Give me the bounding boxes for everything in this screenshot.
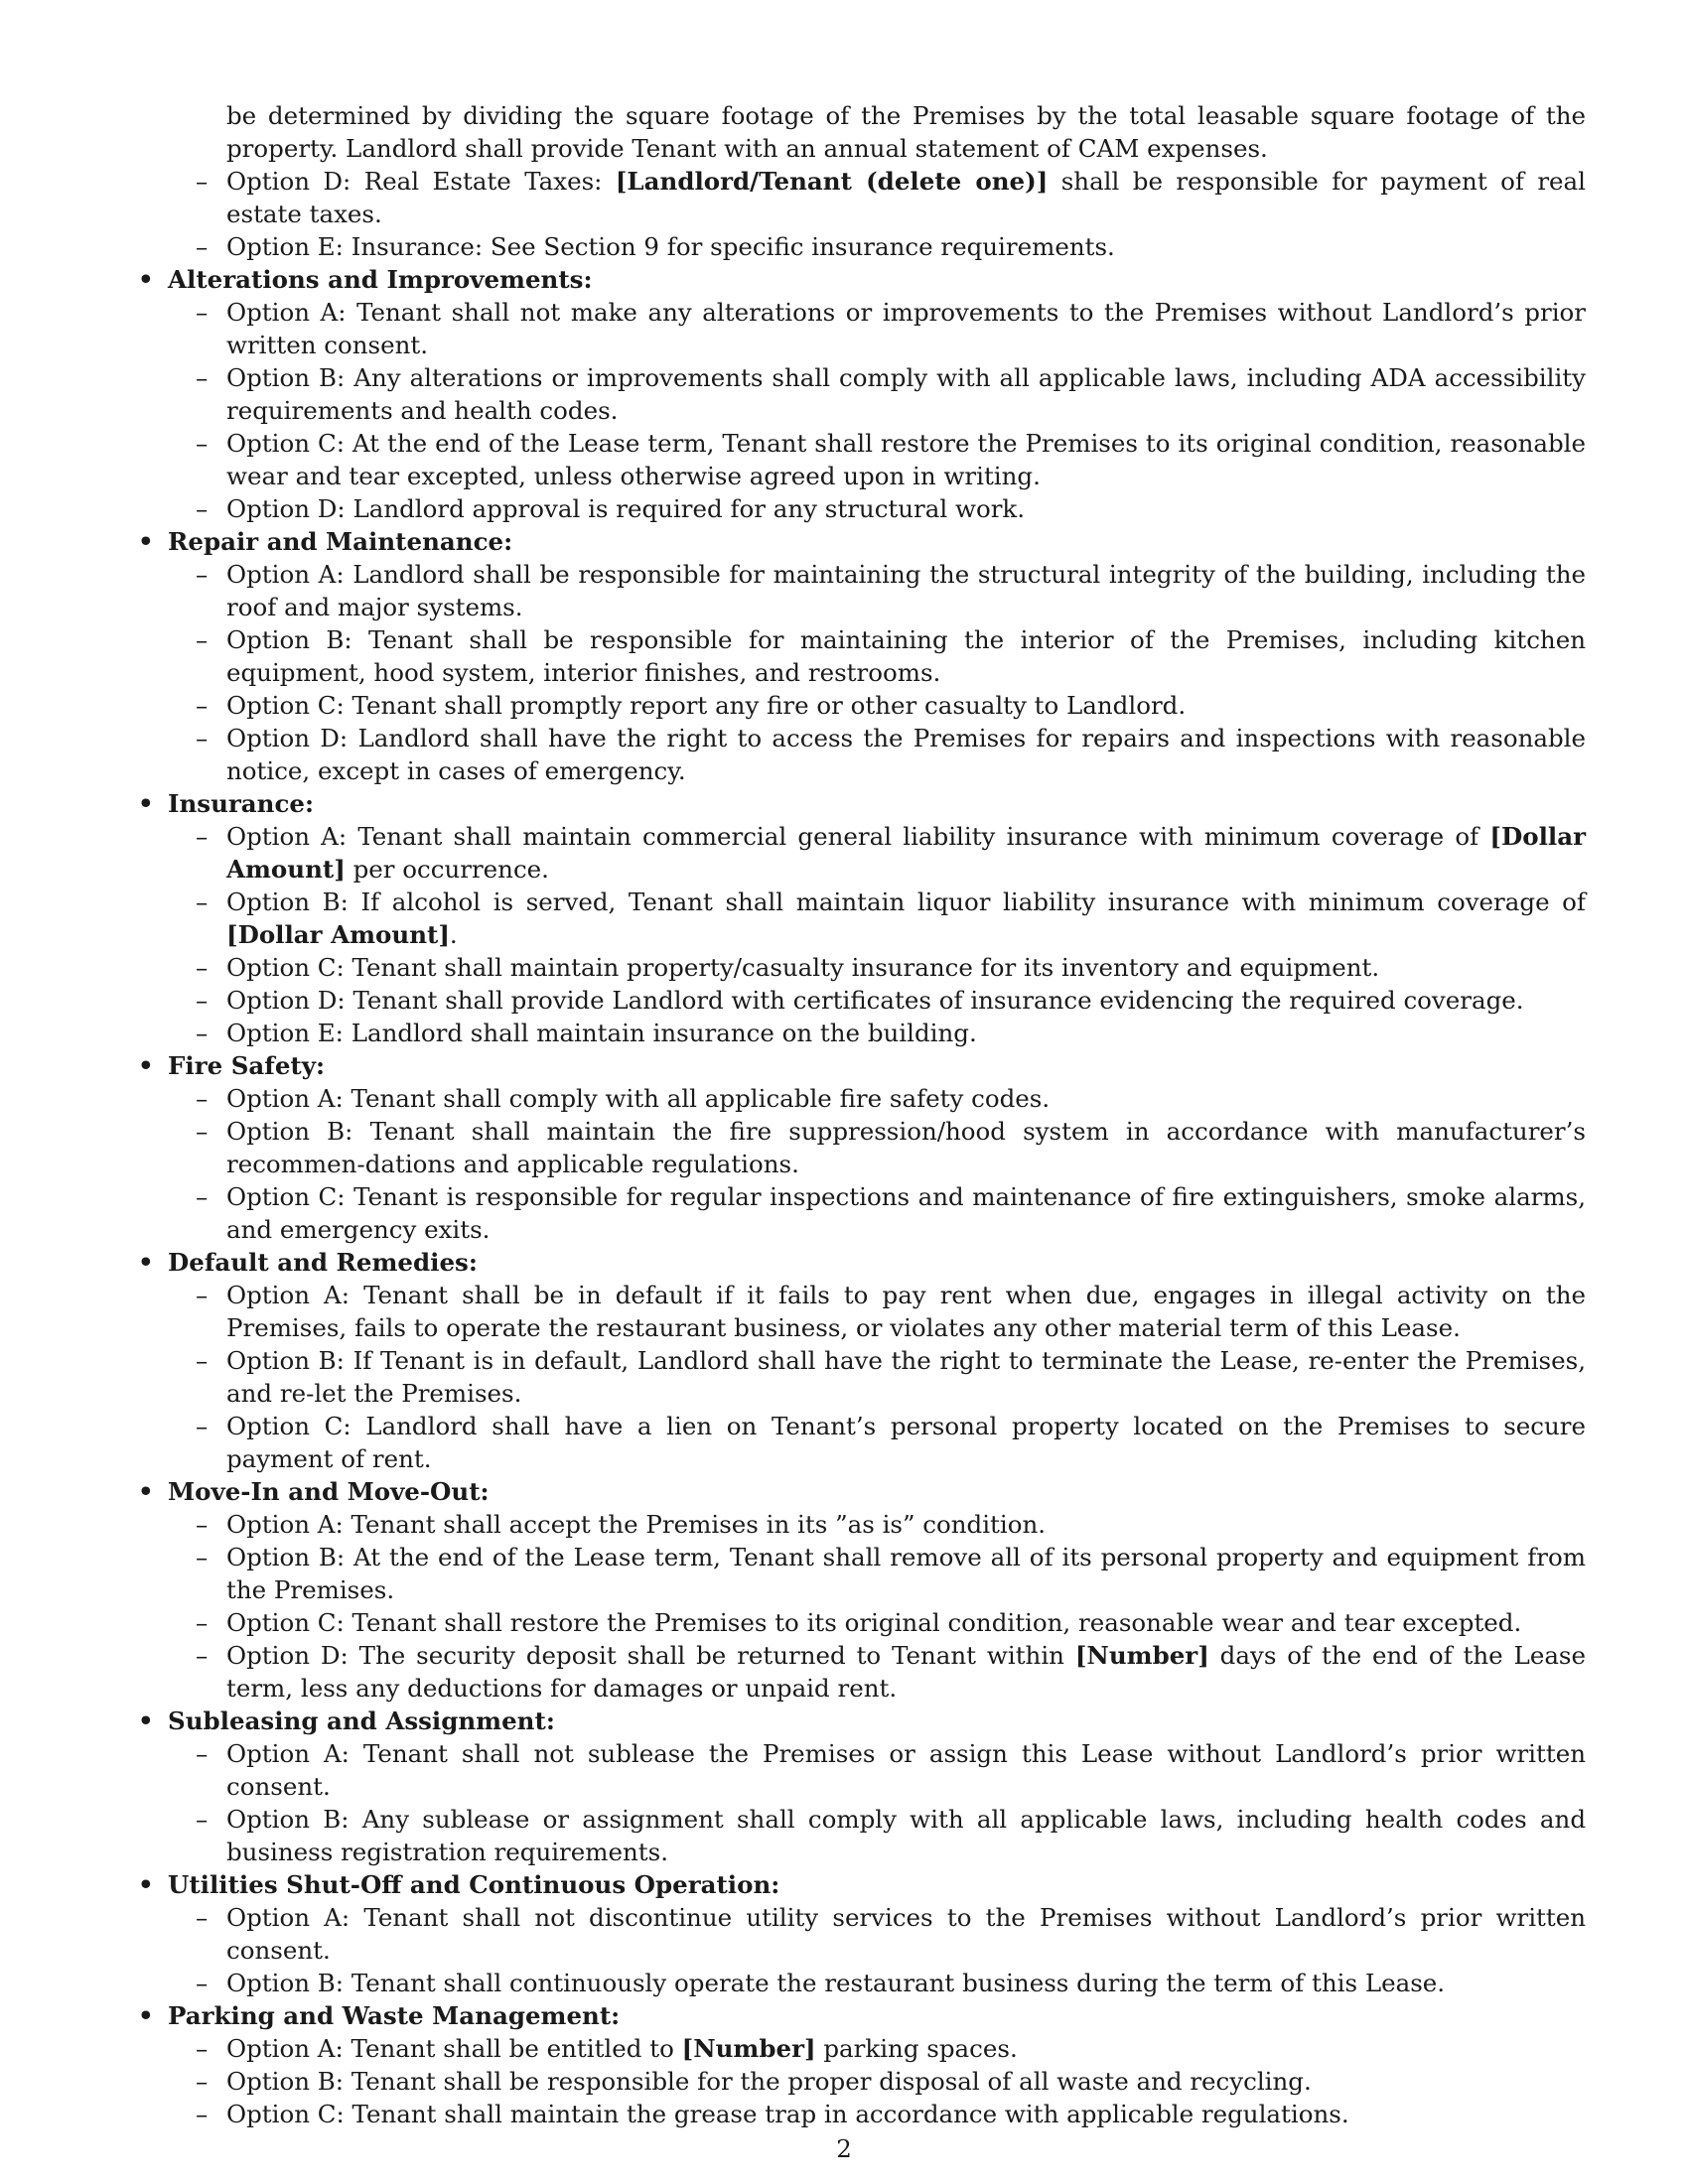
dash-marker: – bbox=[196, 1084, 209, 1113]
option-text: Option A: Tenant shall maintain commercial general liability insurance with minimum coverage of bbox=[226, 822, 1490, 851]
dash-marker: – bbox=[196, 691, 209, 720]
list-item-option bbox=[134, 558, 1586, 623]
dash-marker: – bbox=[196, 822, 209, 851]
list-item-option bbox=[134, 1803, 1586, 1868]
dash-marker: – bbox=[196, 887, 209, 916]
bullet-marker: • bbox=[138, 1477, 154, 1506]
option-text: Option D: Real Estate Taxes: bbox=[226, 167, 616, 196]
section-heading-text: Subleasing and Assignment: bbox=[168, 1706, 555, 1735]
section-heading-text: Alterations and Improvements: bbox=[168, 265, 593, 294]
list-item-option bbox=[134, 427, 1586, 492]
option-text: Option B: Tenant shall be responsible for the proper disposal of all waste and recycling. bbox=[226, 2067, 1312, 2096]
dash-marker: – bbox=[196, 1641, 209, 1670]
dash-marker: – bbox=[196, 986, 209, 1015]
bullet-marker: • bbox=[138, 265, 154, 294]
placeholder-field: [Number] bbox=[681, 2034, 816, 2063]
option-text: Option A: Tenant shall accept the Premises in its ”as is” condition. bbox=[226, 1510, 1047, 1539]
list-item-option bbox=[134, 165, 1586, 230]
list-item-option bbox=[134, 1017, 1586, 1049]
option-text: Option C: Landlord shall have a lien on Tenant’s personal property located on the Premises to secure payment of rent. bbox=[226, 1412, 1586, 1473]
list-item-option bbox=[134, 492, 1586, 525]
option-text: Option A: Tenant shall comply with all applicable fire safety codes. bbox=[226, 1084, 1051, 1113]
dash-marker: – bbox=[196, 1182, 209, 1211]
option-text: Option B: Any sublease or assignment shall comply with all applicable laws, including health codes and business registration requirements. bbox=[226, 1805, 1586, 1866]
option-text: Option E: Landlord shall maintain insurance on the building. bbox=[226, 1019, 977, 1047]
dash-marker: – bbox=[196, 2100, 209, 2128]
dash-marker: – bbox=[196, 1969, 209, 1997]
bullet-marker: • bbox=[138, 789, 154, 818]
section-list bbox=[134, 263, 1586, 2130]
option-text: Option A: Tenant shall be in default if it fails to pay rent when due, engages in illegal activity on the Premises, fails to operate the restaurant business, or violates any other material term of this Lease. bbox=[226, 1281, 1586, 1342]
list-item-option bbox=[134, 1344, 1586, 1410]
list-item-option bbox=[134, 984, 1586, 1017]
dash-marker: – bbox=[196, 1543, 209, 1571]
placeholder-field: [Dollar Amount] bbox=[226, 920, 450, 949]
dash-marker: – bbox=[196, 1019, 209, 1047]
dash-marker: – bbox=[196, 1346, 209, 1375]
section-heading bbox=[134, 787, 1586, 820]
placeholder-field: [Dollar Amount] bbox=[226, 822, 1586, 884]
dash-marker: – bbox=[196, 363, 209, 392]
list-section bbox=[134, 263, 1586, 525]
list-item-option bbox=[134, 1967, 1586, 1999]
bullet-marker: • bbox=[138, 1870, 154, 1899]
option-text: Option B: Tenant shall maintain the fire suppression/hood system in accordance with manufacturer’s recommen-dations and applicable regulations. bbox=[226, 1117, 1586, 1178]
dash-marker: – bbox=[196, 429, 209, 458]
list-item-option bbox=[134, 2098, 1586, 2130]
placeholder-field: [Landlord/Tenant (delete one)] bbox=[615, 167, 1049, 196]
option-text: Option B: If alcohol is served, Tenant shall maintain liquor liability insurance with minimum coverage of bbox=[226, 887, 1586, 916]
dash-marker: – bbox=[196, 494, 209, 523]
dash-marker: – bbox=[196, 625, 209, 654]
option-text: Option C: Tenant shall restore the Premises to its original condition, reasonable wear and tear excepted. bbox=[226, 1608, 1522, 1637]
dash-marker: – bbox=[196, 724, 209, 752]
dash-marker: – bbox=[196, 2067, 209, 2096]
dash-marker: – bbox=[196, 1412, 209, 1440]
option-text: Option B: Tenant shall be responsible for maintaining the interior of the Premises, including kitchen equipment, hood system, interior finishes, and restrooms. bbox=[226, 625, 1586, 687]
section-heading-text: Fire Safety: bbox=[168, 1051, 326, 1080]
section-heading-text: Parking and Waste Management: bbox=[168, 2001, 621, 2030]
option-text-after: . bbox=[449, 920, 458, 949]
dash-marker: – bbox=[196, 167, 209, 196]
list-item-option bbox=[134, 1639, 1586, 1705]
list-item-option bbox=[134, 1737, 1586, 1803]
list-item-option bbox=[134, 230, 1586, 263]
section-heading-text: Default and Remedies: bbox=[168, 1248, 478, 1277]
option-text: Option D: Tenant shall provide Landlord with certificates of insurance evidencing the required coverage. bbox=[226, 986, 1524, 1015]
dash-marker: – bbox=[196, 953, 209, 982]
section-heading bbox=[134, 525, 1586, 558]
section-heading bbox=[134, 1999, 1586, 2032]
list-section bbox=[134, 1705, 1586, 1868]
list-item-option bbox=[134, 951, 1586, 984]
list-item-option bbox=[134, 1508, 1586, 1541]
dash-marker: – bbox=[196, 232, 209, 261]
option-text: Option C: Tenant shall maintain the grease trap in accordance with applicable regulations. bbox=[226, 2100, 1349, 2128]
option-text: Option C: At the end of the Lease term, Tenant shall restore the Premises to its original condition, reasonable wear and tear excepted, unless otherwise agreed upon in writing. bbox=[226, 429, 1586, 490]
list-section bbox=[134, 1868, 1586, 1999]
list-item-option bbox=[134, 296, 1586, 361]
placeholder-field: [Number] bbox=[1074, 1641, 1209, 1670]
list-item-option bbox=[134, 2065, 1586, 2098]
list-item-option bbox=[134, 1115, 1586, 1180]
list-item-option bbox=[134, 820, 1586, 886]
bullet-marker: • bbox=[138, 1706, 154, 1735]
option-text: Option A: Tenant shall be entitled to bbox=[226, 2034, 682, 2063]
list-item-option bbox=[134, 689, 1586, 722]
bullet-marker: • bbox=[138, 2001, 154, 2030]
section-heading bbox=[134, 1868, 1586, 1901]
section-heading-text: Utilities Shut-Off and Continuous Operation: bbox=[168, 1870, 780, 1899]
dash-marker: – bbox=[196, 2034, 209, 2063]
dash-marker: – bbox=[196, 298, 209, 327]
list-section bbox=[134, 1475, 1586, 1705]
section-heading-text: Move-In and Move-Out: bbox=[168, 1477, 490, 1506]
list-section bbox=[134, 1246, 1586, 1475]
option-text: Option B: At the end of the Lease term, Tenant shall remove all of its personal property and equipment from the Premises. bbox=[226, 1543, 1586, 1604]
option-text-after: days of the end of the Lease term, less any deductions for damages or unpaid rent. bbox=[226, 1641, 1587, 1703]
section-heading bbox=[134, 1705, 1586, 1737]
document-body bbox=[134, 99, 1586, 2130]
option-text: Option A: Tenant shall not sublease the Premises or assign this Lease without Landlord’s prior written consent. bbox=[226, 1739, 1586, 1801]
list-item-option bbox=[134, 1606, 1586, 1639]
list-section bbox=[134, 1999, 1586, 2130]
list-item-option bbox=[134, 1082, 1586, 1115]
bullet-marker: • bbox=[138, 1248, 154, 1277]
dash-marker: – bbox=[196, 560, 209, 589]
section-heading-text: Insurance: bbox=[168, 789, 315, 818]
list-section bbox=[134, 1049, 1586, 1246]
list-item-option bbox=[134, 2032, 1586, 2065]
page-number: 2 bbox=[836, 2134, 852, 2163]
dash-marker: – bbox=[196, 1510, 209, 1539]
list-item-option bbox=[134, 361, 1586, 427]
list-section bbox=[134, 787, 1586, 1049]
option-text: Option A: Tenant shall not discontinue utility services to the Premises without Landlord’s prior written consent. bbox=[226, 1903, 1586, 1965]
option-text: Option B: If Tenant is in default, Landlord shall have the right to terminate the Lease, re-enter the Premises, and re-let the Premises. bbox=[226, 1346, 1586, 1408]
list-item-option bbox=[134, 1279, 1586, 1344]
option-text: Option C: Tenant shall maintain property/casualty insurance for its inventory and equipment. bbox=[226, 953, 1380, 982]
option-text: Option C: Tenant is responsible for regular inspections and maintenance of fire extinguishers, smoke alarms, and emergency exits. bbox=[226, 1182, 1586, 1244]
option-text-after: per occurrence. bbox=[345, 855, 549, 884]
bullet-marker: • bbox=[138, 527, 154, 556]
dash-marker: – bbox=[196, 1608, 209, 1637]
dash-marker: – bbox=[196, 1281, 209, 1309]
option-text-after: parking spaces. bbox=[815, 2034, 1018, 2063]
list-section bbox=[134, 525, 1586, 787]
option-text: Option A: Landlord shall be responsible for maintaining the structural integrity of the building, including the roof and major systems. bbox=[226, 560, 1586, 621]
option-text: Option E: Insurance: See Section 9 for specific insurance requirements. bbox=[226, 232, 1115, 261]
list-item-option bbox=[134, 1901, 1586, 1967]
list-item-option bbox=[134, 1410, 1586, 1475]
section-heading bbox=[134, 263, 1586, 296]
list-item-option bbox=[134, 886, 1586, 951]
option-text-after: shall be responsible for payment of real estate taxes. bbox=[226, 167, 1586, 228]
option-text: Option D: Landlord approval is required for any structural work. bbox=[226, 494, 1026, 523]
option-text: Option D: The security deposit shall be returned to Tenant within bbox=[226, 1641, 1075, 1670]
list-item-option bbox=[134, 1541, 1586, 1606]
continued-option-list bbox=[134, 165, 1586, 263]
section-heading bbox=[134, 1049, 1586, 1082]
list-item-option bbox=[134, 623, 1586, 689]
dash-marker: – bbox=[196, 1117, 209, 1146]
list-item-option bbox=[134, 1180, 1586, 1246]
section-heading bbox=[134, 1475, 1586, 1508]
list-item-option bbox=[134, 722, 1586, 787]
dash-marker: – bbox=[196, 1739, 209, 1768]
option-text: Option B: Tenant shall continuously operate the restaurant business during the term of this Lease. bbox=[226, 1969, 1446, 1997]
dash-marker: – bbox=[196, 1805, 209, 1834]
dash-marker: – bbox=[196, 1903, 209, 1932]
option-text: Option D: Landlord shall have the right to access the Premises for repairs and inspections with reasonable notice, except in cases of emergency. bbox=[226, 724, 1586, 785]
option-text: Option A: Tenant shall not make any alterations or improvements to the Premises without Landlord’s prior written consent. bbox=[226, 298, 1586, 359]
bullet-marker: • bbox=[138, 1051, 154, 1080]
section-heading-text: Repair and Maintenance: bbox=[168, 527, 513, 556]
section-heading bbox=[134, 1246, 1586, 1279]
option-text: Option C: Tenant shall promptly report any fire or other casualty to Landlord. bbox=[226, 691, 1187, 720]
continuation-paragraph: be determined by dividing the square footage of the Premises by the total leasable square footage of the property. Landlord shall provide Tenant with an annual statement of CAM expenses. bbox=[226, 101, 1586, 163]
option-text: Option B: Any alterations or improvements shall comply with all applicable laws, including ADA accessibility requirements and health codes. bbox=[226, 363, 1586, 425]
